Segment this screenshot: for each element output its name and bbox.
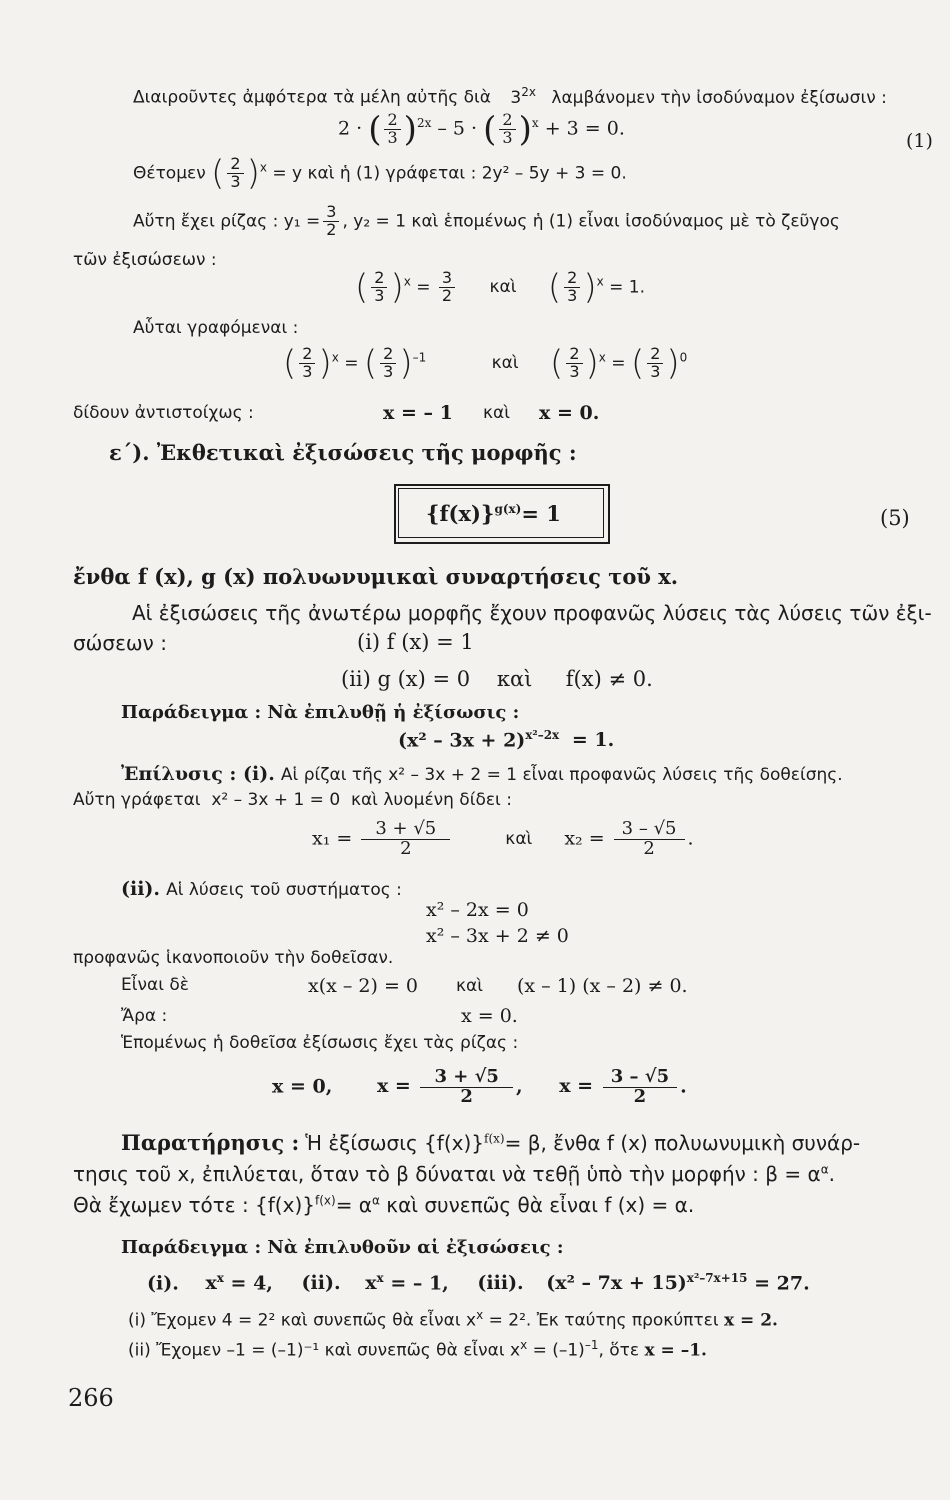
example-heading: Παράδειγμα : Νὰ ἐπιλυθοῦν αἱ ἐξισώσεις : bbox=[121, 1237, 564, 1258]
exponent: –1 bbox=[412, 350, 427, 365]
text-line bbox=[128, 1308, 778, 1331]
exponent: x bbox=[520, 1338, 528, 1352]
equation-line bbox=[398, 728, 614, 752]
text: Ἡ ἐξίσωσις {f(x)} bbox=[305, 1131, 484, 1155]
text-line: προφανῶς ἱκανοποιοῦν τὴν δοθεῖσαν. bbox=[73, 948, 394, 968]
exponent: x bbox=[331, 350, 339, 365]
text-line: σώσεων : bbox=[73, 631, 167, 655]
exponent: x bbox=[598, 350, 606, 365]
page-number: 266 bbox=[68, 1384, 114, 1412]
text: – 5 · bbox=[437, 117, 478, 140]
text-line bbox=[73, 1193, 694, 1217]
equation-line: ( $\frac{2}{3}$ )$^x$ = ( $\frac{2}{3}$ )$^{-1}$ καὶ ( $\frac{2}{3}$ )$^x$ = ( $\frac{2}{3}$ )$^0$ bbox=[283, 343, 688, 384]
text: καὶ bbox=[483, 403, 510, 423]
section-heading: ε΄). Ἐκθετικαὶ ἐξισώσεις τῆς μορφῆς : bbox=[109, 440, 577, 465]
text: , ὅτε bbox=[598, 1340, 640, 1361]
text: = bbox=[344, 353, 359, 374]
exponent: x²–7x+15 bbox=[686, 1271, 748, 1285]
text: x = – 1 bbox=[383, 402, 453, 424]
text: (i) Ἔχομεν 4 = 2² καὶ συνεπῶς θὰ εἶναι x bbox=[128, 1310, 477, 1331]
exponent: f(x) bbox=[484, 1131, 505, 1146]
text: x = 2. bbox=[723, 1310, 778, 1331]
text: 2 · bbox=[338, 117, 363, 140]
text: = – 1, bbox=[390, 1272, 449, 1295]
equation-line: x₁ = $\frac{3 + √5}{2}$ καὶ x₂ = $\frac{3 - √5}{2}$ . bbox=[312, 818, 694, 859]
text: καὶ bbox=[505, 829, 533, 850]
text-line: Αὔτη γράφεται x² – 3x + 1 = 0 καὶ λυομένη δίδει : bbox=[73, 790, 512, 810]
exponent: g(x) bbox=[494, 502, 522, 516]
exponent: 0 bbox=[679, 350, 688, 365]
exponent: α bbox=[820, 1162, 829, 1177]
text: = y καὶ ἡ (1) γράφεται : 2y² – 5y + 3 = 0. bbox=[272, 163, 627, 184]
exponent: –1 bbox=[584, 1338, 599, 1352]
text: (i). bbox=[147, 1272, 179, 1295]
text: = (–1) bbox=[532, 1340, 585, 1361]
text: (ii) Ἔχομεν –1 = (–1)⁻¹ καὶ συνεπῶς θὰ εἶναι x bbox=[128, 1340, 521, 1361]
text: x = 0, bbox=[272, 1075, 333, 1098]
text: . bbox=[828, 1162, 835, 1186]
text: x = 0. bbox=[539, 402, 600, 424]
text: (i) f (x) = 1 bbox=[357, 630, 474, 654]
text: x(x – 2) = 0 bbox=[308, 975, 419, 997]
exponent: x bbox=[476, 1308, 484, 1322]
text: . bbox=[680, 1075, 687, 1098]
text: Αὔτη ἔχει ρίζας : bbox=[133, 211, 279, 232]
equation-line bbox=[147, 1271, 810, 1295]
text: λαμβάνομεν τὴν ἰσοδύναμον ἐξίσωσιν : bbox=[551, 87, 887, 108]
exponent: x bbox=[531, 115, 539, 130]
exponent: x²–2x bbox=[525, 728, 560, 742]
text: καὶ bbox=[456, 976, 483, 996]
exponent: α bbox=[372, 1193, 380, 1208]
text: y₁ = bbox=[283, 211, 321, 232]
exponent: 2x bbox=[521, 85, 536, 99]
text: τησις τοῦ x, ἐπιλύεται, ὅταν τὸ β δύναται νὰ τεθῇ ὑπὸ τὴν μορφήν : β = α bbox=[73, 1162, 821, 1186]
text-line: Θέτομεν ( $\frac{2}{3}$ )$^x$ = y καὶ ἡ (1) γράφεται : 2y² – 5y + 3 = 0. bbox=[133, 153, 627, 194]
equation-1: 2 · ( $\frac{2}{3}$ )$^{2x}$ – 5 · ( $\frac{2}{3}$ )$^x$ + 3 = 0. bbox=[338, 109, 625, 150]
text: (x² – 3x + 2) bbox=[398, 729, 526, 752]
text-line bbox=[73, 1162, 835, 1186]
text: = 2². Ἐκ ταύτης προκύπτει bbox=[488, 1310, 719, 1331]
text-line bbox=[128, 1338, 707, 1361]
text-line: Αἱ ἐξισώσεις τῆς ἀνωτέρω μορφῆς ἔχουν προφανῶς λύσεις τὰς λύσεις τῶν ἐξι- bbox=[132, 601, 932, 625]
text: {f(x)} bbox=[426, 501, 495, 526]
text: = 1. bbox=[609, 277, 645, 298]
text: (ii). bbox=[301, 1272, 341, 1295]
text: Θὰ ἔχωμεν τότε : {f(x)} bbox=[73, 1193, 315, 1217]
text-line: Ἑπομένως ἡ δοθεῖσα ἐξίσωσις ἔχει τὰς ρίζας : bbox=[121, 1033, 519, 1053]
exponent: f(x) bbox=[314, 1193, 336, 1208]
equation-number: (5) bbox=[880, 506, 910, 530]
text: + 3 = 0. bbox=[544, 117, 625, 140]
text-line: ἔνθα f (x), g (x) πολυωνυμικαὶ συναρτήσεις τοῦ x. bbox=[73, 564, 679, 589]
example-heading: Παράδειγμα : Νὰ ἐπιλυθῇ ἡ ἐξίσωσις : bbox=[121, 702, 520, 723]
text: = β, ἔνθα f (x) πολυωνυμικὴ συνάρ- bbox=[504, 1131, 861, 1155]
text: x = bbox=[559, 1075, 594, 1098]
text: καὶ bbox=[489, 277, 517, 298]
text: (iii). bbox=[477, 1272, 524, 1295]
exponent: 2x bbox=[416, 115, 432, 130]
text: x bbox=[365, 1272, 377, 1295]
text: = 1. bbox=[571, 729, 615, 752]
text: = bbox=[611, 353, 626, 374]
text: x = –1. bbox=[644, 1340, 707, 1361]
text: Αἱ λύσεις τοῦ συστήματος : bbox=[166, 880, 402, 900]
text: x = 0. bbox=[461, 1005, 518, 1027]
equation-line: x² – 2x = 0 bbox=[426, 899, 529, 921]
text: (ii) g (x) = 0 καὶ f(x) ≠ 0. bbox=[341, 667, 653, 691]
text: καὶ bbox=[491, 353, 519, 374]
text: x₁ = bbox=[312, 827, 353, 850]
text: Αἱ ρίζαι τῆς x² – 3x + 2 = 1 εἶναι προφανῶς λύσεις τῆς δοθείσης. bbox=[280, 765, 843, 785]
text-line bbox=[133, 85, 887, 108]
equation-line: x² – 3x + 2 ≠ 0 bbox=[426, 925, 569, 947]
text-line: Αὗται γραφόμεναι : bbox=[133, 318, 299, 338]
text: 3 bbox=[510, 87, 522, 108]
exponent: x bbox=[376, 1271, 384, 1285]
text: (ii). bbox=[121, 878, 161, 900]
text-line bbox=[121, 763, 843, 786]
text: Θέτομεν bbox=[133, 163, 206, 184]
text: (x² – 7x + 15) bbox=[546, 1272, 687, 1295]
text: = 27. bbox=[754, 1272, 810, 1295]
exponent: x bbox=[216, 1271, 224, 1285]
remark-line bbox=[121, 1130, 860, 1156]
equation-line: x = 0, x = $\frac{3 + √5}{2}$ , x = $\frac{3 - √5}{2}$ . bbox=[272, 1066, 687, 1107]
text-line bbox=[121, 878, 402, 901]
text: , bbox=[515, 1075, 523, 1098]
exponent: x bbox=[596, 274, 604, 289]
text: x bbox=[205, 1272, 217, 1295]
text: . bbox=[687, 827, 694, 850]
text-line: δίδουν ἀντιστοίχως : bbox=[73, 403, 254, 423]
text: Ἄρα : bbox=[121, 1006, 168, 1026]
text: = α bbox=[335, 1193, 372, 1217]
text: = 1 bbox=[521, 501, 561, 526]
text: x = bbox=[376, 1075, 411, 1098]
text: = bbox=[416, 277, 431, 298]
boxed-formula bbox=[426, 501, 561, 526]
text: Ἐπίλυσις : (i). bbox=[121, 763, 275, 785]
text-line: τῶν ἐξισώσεων : bbox=[73, 250, 217, 270]
equation-line: ( $\frac{2}{3}$ )$^x$ = $\frac{3}{2}$ καὶ ( $\frac{2}{3}$ )$^x$ = 1. bbox=[355, 267, 645, 308]
text: Διαιροῦντες ἀμφότερα τὰ μέλη αὐτῆς διὰ bbox=[133, 87, 492, 108]
text-line: Αὔτη ἔχει ρίζας : y₁ = $\frac{3}{2}$ , y₂ = 1 καὶ ἑπομένως ἡ (1) εἶναι ἰσοδύναμος μὲ τὸ ζεῦγος bbox=[133, 202, 840, 239]
exponent: x bbox=[403, 274, 411, 289]
text: (x – 1) (x – 2) ≠ 0. bbox=[517, 975, 688, 997]
text: Εἶναι δὲ bbox=[121, 975, 189, 995]
text: x₂ = bbox=[564, 827, 605, 850]
equation-number: (1) bbox=[906, 130, 933, 152]
text: , y₂ = 1 καὶ ἑπομένως ἡ (1) εἶναι ἰσοδύναμος μὲ τὸ ζεῦγος bbox=[342, 211, 840, 232]
text: = 4, bbox=[230, 1272, 273, 1295]
remark-label: Παρατήρησις : bbox=[121, 1130, 300, 1155]
exponent: x bbox=[259, 160, 267, 175]
text: καὶ συνεπῶς θὰ εἶναι f (x) = α. bbox=[386, 1193, 695, 1217]
